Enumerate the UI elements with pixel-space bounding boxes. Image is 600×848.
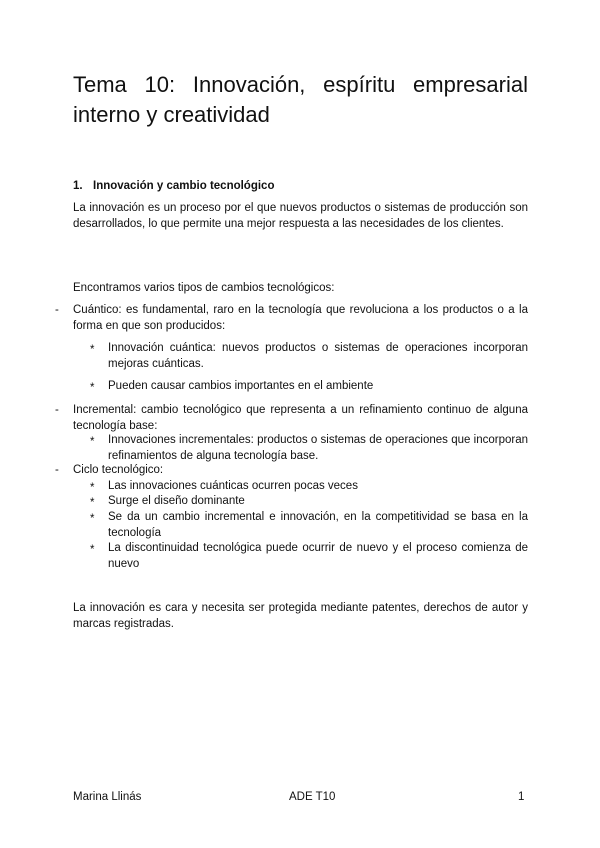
sub-item xyxy=(90,493,528,509)
list-item-cuantico xyxy=(55,302,528,334)
sub-item-text: La discontinuidad tecnológica puede ocurrir de nuevo y el proceso comienza de nuevo xyxy=(108,542,528,570)
asterisk-bullet: * xyxy=(90,436,95,448)
dash-bullet: - xyxy=(55,464,59,476)
dash-bullet: - xyxy=(55,304,59,316)
sub-item-text: Innovaciones incrementales: productos o sistemas de operaciones que incorporan refinamientos de alguna tecnología base. xyxy=(108,434,528,462)
sub-item xyxy=(90,478,528,494)
footer-page-number: 1 xyxy=(518,791,525,803)
footer-course: ADE T10 xyxy=(289,791,336,803)
sub-item-text: Pueden causar cambios importantes en el ambiente xyxy=(108,380,374,392)
sub-item xyxy=(90,509,528,541)
closing-paragraph: La innovación es cara y necesita ser protegida mediante patentes, derechos de autor y marcas registradas. xyxy=(73,602,528,630)
sub-item-text: Surge el diseño dominante xyxy=(108,495,245,507)
sub-item xyxy=(90,540,528,572)
list-item-text: Incremental: cambio tecnológico que representa a un refinamiento continuo de alguna tecnología base: xyxy=(73,404,528,432)
section-number: 1. xyxy=(73,180,83,192)
list-item-text: Cuántico: es fundamental, raro en la tecnología que revoluciona a los productos o a la forma en que son producidos: xyxy=(73,304,528,332)
sub-item-text: Las innovaciones cuánticas ocurren pocas veces xyxy=(108,480,358,492)
list-item-incremental xyxy=(55,402,528,434)
list-item-ciclo xyxy=(55,462,528,478)
sub-item xyxy=(90,340,528,372)
asterisk-bullet: * xyxy=(90,482,95,494)
dash-bullet: - xyxy=(55,404,59,416)
sub-item xyxy=(90,378,528,394)
asterisk-bullet: * xyxy=(90,513,95,525)
page-title: Tema 10: Innovación, espíritu empresarial interno y creatividad xyxy=(73,72,528,127)
asterisk-bullet: * xyxy=(90,544,95,556)
asterisk-bullet: * xyxy=(90,382,95,394)
sub-item xyxy=(90,432,528,464)
intro-paragraph: La innovación es un proceso por el que nuevos productos o sistemas de producción son desarrollados, lo que permite una mejor respuesta a las necesidades de los clientes. xyxy=(73,202,528,230)
asterisk-bullet: * xyxy=(90,497,95,509)
types-intro-paragraph: Encontramos varios tipos de cambios tecnológicos: xyxy=(73,282,335,294)
sub-item-text: Innovación cuántica: nuevos productos o sistemas de operaciones incorporan mejoras cuánticas. xyxy=(108,342,528,370)
sub-item-text: Se da un cambio incremental e innovación, en la competitividad se basa en la tecnología xyxy=(108,511,528,539)
section-heading-text: Innovación y cambio tecnológico xyxy=(93,180,275,192)
footer-author: Marina Llinás xyxy=(73,791,142,803)
asterisk-bullet: * xyxy=(90,344,95,356)
list-item-text: Ciclo tecnológico: xyxy=(73,464,164,476)
section-heading xyxy=(73,178,274,194)
